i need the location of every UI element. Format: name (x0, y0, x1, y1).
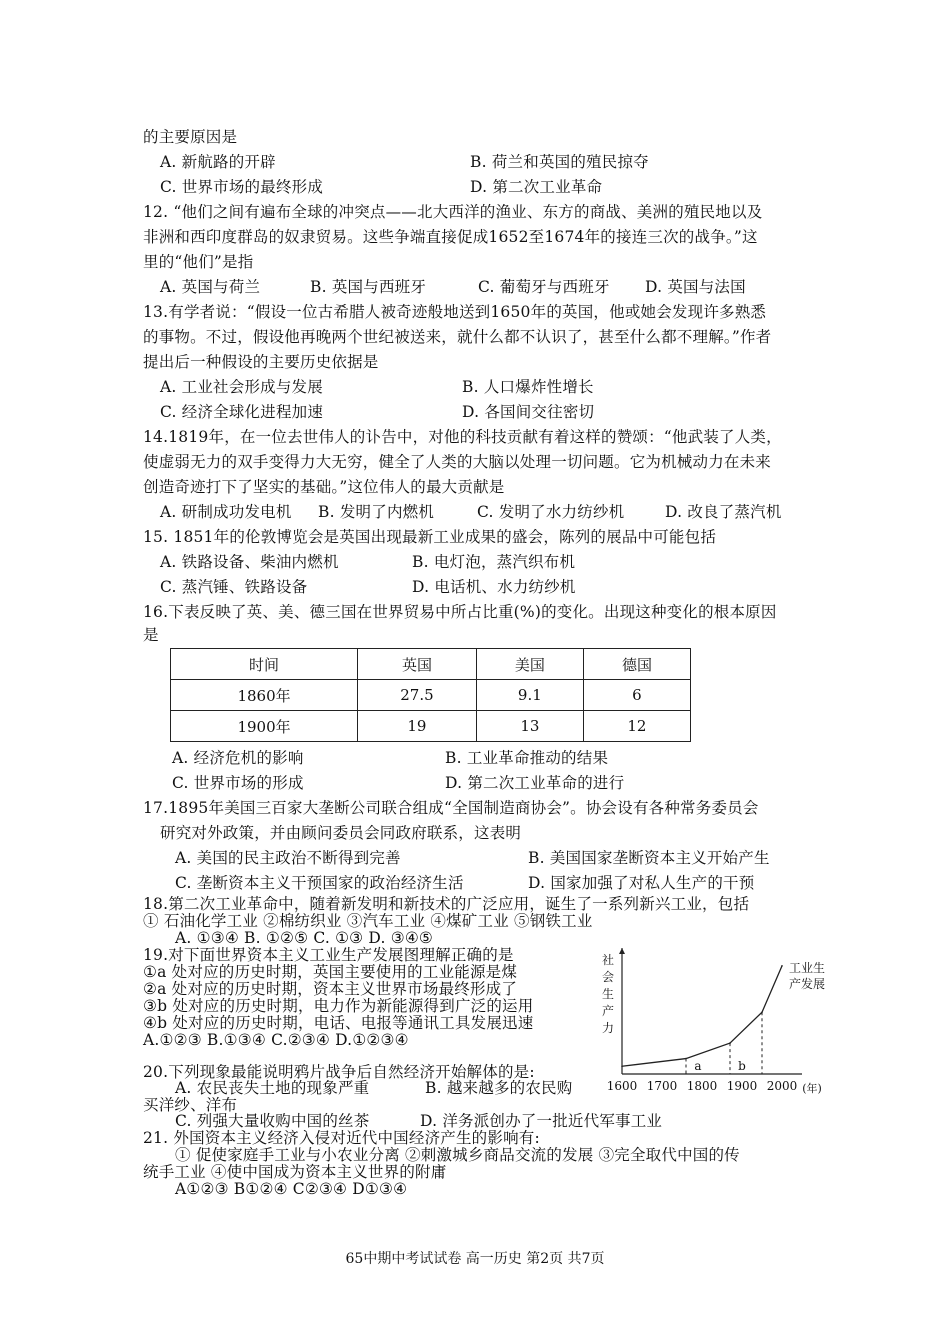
trade-share-table (170, 648, 691, 742)
q11-option-c: C. 世界市场的最终形成 (160, 178, 324, 196)
q19-stem: 19.对下面世界资本主义工业生产发展图理解正确的是 (143, 946, 514, 964)
x-tick-label: 2000 (766, 1079, 798, 1093)
q14-option-d: D. 改良了蒸汽机 (665, 503, 782, 521)
q21-stem-line3: 统手工业 ④使中国成为资本主义世界的附庸 (143, 1163, 447, 1181)
table-header-cell: 美国 (476, 649, 583, 680)
table-cell: 6 (583, 680, 690, 711)
table-header-cell: 英国 (358, 649, 477, 680)
table-header-row (171, 649, 691, 680)
q21-options: A①②③ B①②④ C②③④ D①③④ (175, 1180, 408, 1198)
q19-item-4: ④b 处对应的历史时期，电话、电报等通讯工具发展迅速 (143, 1014, 534, 1032)
table-cell: 19 (358, 711, 477, 742)
q17-option-d: D. 国家加强了对私人生产的干预 (528, 874, 755, 892)
q20-option-c: C. 列强大量收购中国的丝茶 (175, 1112, 370, 1130)
q15-option-b: B. 电灯泡，蒸汽织布机 (412, 553, 576, 571)
q14-stem-line3: 创造奇迹打下了坚实的基础。”这位伟人的最大贡献是 (143, 478, 505, 496)
x-tick-label: 1900 (726, 1079, 758, 1093)
series-label-line2: 产发展 (789, 977, 826, 991)
q12-option-c: C. 葡萄牙与西班牙 (478, 278, 610, 296)
q13-option-b: B. 人口爆炸性增长 (462, 378, 594, 396)
q18-options: A. ①③④ B. ①②⑤ C. ①③ D. ③④⑤ (175, 929, 434, 947)
q17-stem-line1: 17.1895年美国三百家大垄断公司联合组成“全国制造商协会”。协会设有各种常务委员会 (143, 799, 759, 817)
x-tick-label: 1700 (646, 1079, 678, 1093)
q13-option-d: D. 各国间交往密切 (462, 403, 595, 421)
y-axis-label-char: 生 (601, 987, 615, 1001)
q17-option-c: C. 垄断资本主义干预国家的政治经济生活 (175, 874, 464, 892)
q17-stem-line2: 研究对外政策，并由顾问委员会同政府联系，这表明 (160, 824, 522, 842)
q15-option-c: C. 蒸汽锤、铁路设备 (160, 578, 308, 596)
q20-option-b: B. 越来越多的农民购 (425, 1079, 573, 1097)
q17-option-a: A. 美国的民主政治不断得到完善 (175, 849, 401, 867)
chart-series-line (621, 965, 783, 1067)
q15-option-a: A. 铁路设备、柴油内燃机 (160, 553, 339, 571)
q19-item-1: ①a 处对应的历史时期，英国主要使用的工业能源是煤 (143, 963, 518, 981)
table-cell: 1860年 (171, 680, 358, 711)
q19-options: A.①②③ B.①③④ C.②③④ D.①②③④ (143, 1031, 409, 1049)
y-axis-label-char: 会 (601, 970, 615, 984)
q18-stem-line1: 18.第二次工业革命中，随着新发明和新技术的广泛应用，诞生了一系列新兴工业，包括 (143, 895, 750, 913)
q21-stem-line1: 21. 外国资本主义经济入侵对近代中国经济产生的影响有: (143, 1129, 540, 1147)
q13-stem-line3: 提出后一种假设的主要历史依据是 (143, 353, 379, 371)
q12-stem-line3: 里的“他们”是指 (143, 253, 254, 271)
data-point (621, 1065, 623, 1067)
q12-option-d: D. 英国与法国 (645, 278, 746, 296)
q16-option-c: C. 世界市场的形成 (172, 774, 304, 792)
q12-stem-line1: 12. “他们之间有遍布全球的冲突点——北大西洋的渔业、东方的商战、美洲的殖民地以及 (143, 203, 763, 221)
data-point (781, 965, 783, 967)
q14-stem-line1: 14.1819年，在一位去世伟人的讣告中，对他的科技贡献有着这样的赞颂：“他武装了人类， (143, 428, 782, 446)
q20-stem: 20.下列现象最能说明鸦片战争后自然经济开始解体的是: (143, 1063, 535, 1081)
y-axis-arrow (619, 948, 625, 954)
table-cell: 1900年 (171, 711, 358, 742)
q16-stem-line1: 16.下表反映了英、美、德三国在世界贸易中所占比重(%)的变化。出现这种变化的根本原因 (143, 603, 777, 621)
data-point (729, 1042, 731, 1044)
q11-option-a: A. 新航路的开辟 (160, 153, 276, 171)
q17-option-b: B. 美国国家垄断资本主义开始产生 (528, 849, 770, 867)
q14-stem-line2: 使虚弱无力的双手变得力大无穷，健全了人类的大脑以处理一切问题。它为机械动力在未来 (143, 453, 772, 471)
series-label-line1: 工业生 (789, 961, 826, 975)
q16-stem-line2: 是 (143, 626, 159, 644)
q15-stem: 15. 1851年的伦敦博览会是英国出现最新工业成果的盛会，陈列的展品中可能包括 (143, 528, 717, 546)
q12-stem-line2: 非洲和西印度群岛的奴隶贸易。这些争端直接促成1652至1674年的接连三次的战争。”这 (143, 228, 758, 246)
q20-option-d: D. 洋务派创办了一批近代军事工业 (420, 1112, 663, 1130)
q14-option-a: A. 研制成功发电机 (160, 503, 292, 521)
q19-item-3: ③b 处对应的历史时期，电力作为新能源得到广泛的运用 (143, 997, 534, 1015)
y-axis-label-char: 力 (601, 1021, 615, 1035)
x-tick-label: 1800 (686, 1079, 718, 1093)
q19-item-2: ②a 处对应的历史时期，资本主义世界市场最终形成了 (143, 980, 518, 998)
table-header-cell: 时间 (171, 649, 358, 680)
q13-option-c: C. 经济全球化进程加速 (160, 403, 324, 421)
q14-option-b: B. 发明了内燃机 (318, 503, 435, 521)
chart-axes (619, 948, 802, 1074)
q13-stem-line1: 13.有学者说：“假设一位古希腊人被奇迹般地送到1650年的英国，他或她会发现许多熟悉 (143, 303, 767, 321)
x-tick-label: 1600 (606, 1079, 638, 1093)
chart-ticks (607, 1079, 822, 1095)
q13-stem-line2: 的事物。不过，假设他再晚两个世纪被送来，就什么都不认识了，甚至什么都不理解。”作者 (143, 328, 772, 346)
q16-option-a: A. 经济危机的影响 (172, 749, 304, 767)
table-cell: 9.1 (476, 680, 583, 711)
table-cell: 13 (476, 711, 583, 742)
table-row (171, 680, 691, 711)
page-footer: 65中期中考试试卷 高一历史 第2页 共7页 (345, 1251, 605, 1267)
data-point (685, 1058, 687, 1060)
q15-option-d: D. 电话机、水力纺纱机 (412, 578, 576, 596)
data-point (761, 1011, 763, 1013)
q20-option-b-cont: 买洋纱、洋布 (143, 1096, 238, 1114)
q20-option-a: A. 农民丧失土地的现象严重 (175, 1079, 370, 1097)
table-header-cell: 德国 (583, 649, 690, 680)
y-axis-label-char: 社 (601, 953, 615, 967)
q21-stem-line2: ① 促使家庭手工业与小农业分离 ②刺激城乡商品交流的发展 ③完全取代中国的传 (175, 1146, 740, 1164)
table-cell: 27.5 (358, 680, 477, 711)
industrial-production-chart (600, 942, 832, 1112)
x-axis-label: (年) (802, 1082, 822, 1095)
table-cell: 12 (583, 711, 690, 742)
q11-option-d: D. 第二次工业革命 (470, 178, 603, 196)
q12-option-b: B. 英国与西班牙 (310, 278, 427, 296)
marker-label-b: b (738, 1059, 746, 1073)
q13-option-a: A. 工业社会形成与发展 (160, 378, 323, 396)
y-axis-label-char: 产 (601, 1004, 615, 1018)
chart-labels (602, 952, 825, 1073)
q16-option-b: B. 工业革命推动的结果 (445, 749, 609, 767)
marker-label-a: a (694, 1059, 702, 1073)
q12-option-a: A. 英国与荷兰 (160, 278, 261, 296)
q16-option-d: D. 第二次工业革命的进行 (445, 774, 625, 792)
table-row (171, 711, 691, 742)
q11-stem-tail: 的主要原因是 (143, 128, 238, 146)
q18-stem-line2: ① 石油化学工业 ②棉纺织业 ③汽车工业 ④煤矿工业 ⑤钢铁工业 (143, 912, 593, 930)
q11-option-b: B. 荷兰和英国的殖民掠夺 (470, 153, 649, 171)
series-line (622, 966, 782, 1066)
q14-option-c: C. 发明了水力纺纱机 (477, 503, 625, 521)
